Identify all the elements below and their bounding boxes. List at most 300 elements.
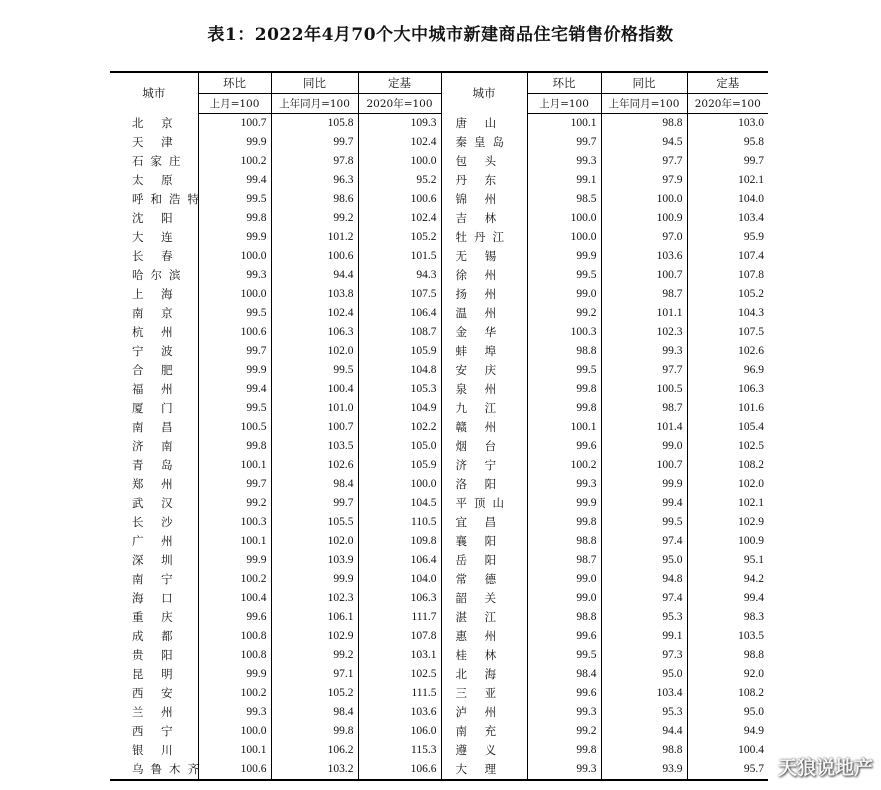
cell-city-left: 天 津: [132, 135, 180, 149]
table-row: [110, 532, 768, 551]
cell-mom-left: 100.6: [198, 760, 271, 780]
cell-yoy-right: 103.6: [601, 247, 687, 266]
table-row: [110, 684, 768, 703]
cell-mom-left: 99.5: [198, 190, 271, 209]
cell-yoy-left: 100.7: [271, 418, 358, 437]
cell-city-right: 唐 山: [441, 114, 527, 134]
cell-mom-left: 99.3: [198, 266, 271, 285]
cell-base-right: 102.9: [687, 513, 768, 532]
cell-mom-right: 99.0: [527, 570, 601, 589]
cell-yoy-left: 96.3: [271, 171, 358, 190]
cell-yoy-left: 99.2: [271, 209, 358, 228]
table-row: [110, 323, 768, 342]
cell-city-left: 宁 波: [132, 344, 180, 358]
cell-base-right: 95.9: [687, 228, 768, 247]
cell-mom-right: 99.6: [527, 437, 601, 456]
cell-yoy-left: 102.9: [271, 627, 358, 646]
cell-city-right: 泉 州: [441, 380, 527, 399]
cell-base-right: 92.0: [687, 665, 768, 684]
cell-yoy-right: 101.1: [601, 304, 687, 323]
cell-yoy-left: 103.8: [271, 285, 358, 304]
cell-mom-left: 100.0: [198, 722, 271, 741]
cell-mom-right: 99.5: [527, 361, 601, 380]
cell-mom-right: 99.3: [527, 152, 601, 171]
cell-base-right: 102.6: [687, 342, 768, 361]
cell-city-left: 济 南: [132, 439, 180, 453]
table-row: [110, 152, 768, 171]
cell-base-left: 95.2: [358, 171, 441, 190]
cell-mom-right: 100.0: [527, 228, 601, 247]
cell-city-right: 吉 林: [441, 209, 527, 228]
cell-mom-right: 100.0: [527, 209, 601, 228]
cell-yoy-left: 103.9: [271, 551, 358, 570]
cell-city-left: 南 京: [132, 306, 180, 320]
table-row: [110, 114, 768, 134]
cell-yoy-right: 99.1: [601, 627, 687, 646]
cell-base-right: 99.4: [687, 589, 768, 608]
cell-city-right: 蚌 埠: [441, 342, 527, 361]
cell-base-right: 100.9: [687, 532, 768, 551]
cell-base-left: 104.0: [358, 570, 441, 589]
cell-yoy-right: 94.4: [601, 722, 687, 741]
cell-city-left: 北 京: [132, 115, 180, 130]
cell-city-left: 杭 州: [132, 325, 180, 339]
cell-base-right: 105.4: [687, 418, 768, 437]
table-row: [110, 570, 768, 589]
cell-mom-left: 99.3: [198, 703, 271, 722]
cell-yoy-right: 95.0: [601, 665, 687, 684]
cell-mom-right: 99.9: [527, 494, 601, 513]
table-row: [110, 722, 768, 741]
cell-mom-left: 100.4: [198, 589, 271, 608]
cell-city-right: 遵 义: [441, 741, 527, 760]
cell-city-right: 平顶山: [441, 494, 527, 513]
cell-base-left: 106.4: [358, 551, 441, 570]
cell-yoy-left: 99.2: [271, 646, 358, 665]
cell-mom-left: 99.5: [198, 304, 271, 323]
cell-city-left: 昆 明: [132, 667, 180, 681]
cell-city-left: 乌鲁木齐: [110, 760, 198, 780]
cell-yoy-right: 99.5: [601, 513, 687, 532]
cell-base-right: 103.4: [687, 209, 768, 228]
cell-city-left: 呼和浩特: [132, 192, 206, 206]
cell-yoy-left: 98.4: [271, 703, 358, 722]
cell-yoy-left: 97.8: [271, 152, 358, 171]
cell-yoy-right: 97.7: [601, 361, 687, 380]
cell-city-left: 广 州: [132, 534, 180, 548]
cell-yoy-left: 101.0: [271, 399, 358, 418]
cell-yoy-right: 100.7: [601, 266, 687, 285]
cell-yoy-left: 99.7: [271, 133, 358, 152]
cell-city-right: 岳 阳: [441, 551, 527, 570]
cell-mom-right: 99.5: [527, 266, 601, 285]
cell-city-left: 石家庄: [132, 154, 188, 168]
cell-mom-left: 100.1: [198, 741, 271, 760]
cell-mom-right: 99.0: [527, 589, 601, 608]
cell-base-right: 104.3: [687, 304, 768, 323]
cell-mom-left: 99.7: [198, 342, 271, 361]
table-row: [110, 342, 768, 361]
cell-base-left: 103.6: [358, 703, 441, 722]
cell-yoy-right: 95.3: [601, 608, 687, 627]
cell-base-left: 111.7: [358, 608, 441, 627]
table-row: [110, 171, 768, 190]
cell-base-left: 115.3: [358, 741, 441, 760]
cell-yoy-right: 97.4: [601, 589, 687, 608]
cell-mom-left: 100.2: [198, 152, 271, 171]
cell-base-left: 102.5: [358, 665, 441, 684]
cell-yoy-right: 99.9: [601, 475, 687, 494]
cell-mom-left: 100.2: [198, 684, 271, 703]
cell-base-right: 108.2: [687, 456, 768, 475]
cell-city-left: 长 春: [132, 249, 180, 263]
cell-base-right: 95.8: [687, 133, 768, 152]
cell-city-right: 泸 州: [441, 703, 527, 722]
cell-city-left: 银 川: [132, 743, 180, 757]
cell-yoy-right: 99.4: [601, 494, 687, 513]
cell-base-right: 103.5: [687, 627, 768, 646]
table-row: [110, 608, 768, 627]
table-row: [110, 646, 768, 665]
cell-mom-left: 99.9: [198, 228, 271, 247]
cell-mom-right: 98.8: [527, 532, 601, 551]
cell-yoy-right: 95.3: [601, 703, 687, 722]
cell-base-left: 109.8: [358, 532, 441, 551]
cell-mom-right: 99.9: [527, 247, 601, 266]
cell-mom-left: 99.2: [198, 494, 271, 513]
cell-city-right: 湛 江: [441, 608, 527, 627]
cell-city-left: 兰 州: [132, 705, 180, 719]
cell-yoy-right: 100.7: [601, 456, 687, 475]
cell-yoy-right: 93.9: [601, 760, 687, 780]
cell-base-right: 106.3: [687, 380, 768, 399]
table-body: [110, 114, 768, 781]
cell-yoy-left: 99.8: [271, 722, 358, 741]
cell-mom-left: 99.9: [198, 133, 271, 152]
cell-city-right: 大 理: [441, 760, 527, 780]
cell-base-left: 104.5: [358, 494, 441, 513]
table-row: [110, 665, 768, 684]
table-row: [110, 228, 768, 247]
cell-city-left: 大 连: [132, 230, 180, 244]
cell-city-right: 金 华: [441, 323, 527, 342]
cell-yoy-left: 97.1: [271, 665, 358, 684]
cell-base-left: 106.0: [358, 722, 441, 741]
table-row: [110, 285, 768, 304]
cell-mom-left: 99.9: [198, 361, 271, 380]
cell-mom-right: 99.6: [527, 684, 601, 703]
cell-yoy-left: 105.5: [271, 513, 358, 532]
cell-mom-left: 100.2: [198, 570, 271, 589]
cell-city-right: 惠 州: [441, 627, 527, 646]
cell-yoy-right: 101.4: [601, 418, 687, 437]
cell-city-left: 西 宁: [132, 724, 180, 738]
cell-city-left: 武 汉: [132, 496, 180, 510]
cell-city-left: 青 岛: [132, 458, 180, 472]
cell-yoy-right: 97.4: [601, 532, 687, 551]
cell-city-right: 安 庆: [441, 361, 527, 380]
header-mom-base-left: 上月=100: [198, 94, 271, 114]
cell-mom-right: 99.8: [527, 380, 601, 399]
cell-base-right: 102.1: [687, 171, 768, 190]
table-row: [110, 703, 768, 722]
cell-yoy-left: 103.5: [271, 437, 358, 456]
cell-yoy-right: 100.0: [601, 190, 687, 209]
cell-base-left: 102.4: [358, 133, 441, 152]
cell-city-left: 沈 阳: [132, 211, 180, 225]
cell-mom-left: 99.4: [198, 171, 271, 190]
cell-yoy-right: 98.7: [601, 399, 687, 418]
header-base-left: 定基: [358, 72, 441, 94]
cell-city-left: 成 都: [132, 629, 180, 643]
cell-mom-left: 99.9: [198, 551, 271, 570]
cell-city-right: 烟 台: [441, 437, 527, 456]
cell-yoy-right: 98.7: [601, 285, 687, 304]
cell-city-right: 九 江: [441, 399, 527, 418]
table-row: [110, 437, 768, 456]
cell-mom-left: 100.1: [198, 532, 271, 551]
cell-city-right: 牡丹江: [441, 228, 527, 247]
cell-city-left: 南 宁: [132, 572, 180, 586]
cell-mom-left: 100.3: [198, 513, 271, 532]
cell-city-right: 洛 阳: [441, 475, 527, 494]
cell-city-right: 三 亚: [441, 684, 527, 703]
cell-city-right: 襄 阳: [441, 532, 527, 551]
cell-base-left: 105.0: [358, 437, 441, 456]
cell-base-right: 107.5: [687, 323, 768, 342]
cell-city-left: 郑 州: [132, 477, 180, 491]
cell-base-right: 102.0: [687, 475, 768, 494]
cell-city-left: 福 州: [132, 382, 180, 396]
cell-mom-left: 100.6: [198, 323, 271, 342]
table-row: [110, 627, 768, 646]
cell-base-right: 107.4: [687, 247, 768, 266]
cell-city-left: 深 圳: [132, 553, 180, 567]
cell-base-left: 106.6: [358, 760, 441, 780]
cell-mom-right: 98.8: [527, 342, 601, 361]
cell-base-left: 100.6: [358, 190, 441, 209]
cell-city-left: 合 肥: [132, 363, 180, 377]
table-row: [110, 760, 768, 780]
cell-mom-left: 99.7: [198, 475, 271, 494]
table-row: [110, 475, 768, 494]
table-row: [110, 247, 768, 266]
cell-city-right: 无 锡: [441, 247, 527, 266]
cell-yoy-right: 98.8: [601, 741, 687, 760]
cell-base-left: 105.3: [358, 380, 441, 399]
cell-yoy-left: 105.2: [271, 684, 358, 703]
cell-mom-right: 98.5: [527, 190, 601, 209]
cell-base-left: 94.3: [358, 266, 441, 285]
cell-base-left: 102.4: [358, 209, 441, 228]
cell-mom-right: 99.8: [527, 399, 601, 418]
header-yoy-left: 同比: [271, 72, 358, 94]
cell-mom-right: 99.7: [527, 133, 601, 152]
cell-base-right: 103.0: [687, 114, 768, 134]
cell-yoy-right: 94.5: [601, 133, 687, 152]
cell-city-right: 南 充: [441, 722, 527, 741]
table-row: [110, 380, 768, 399]
cell-yoy-left: 94.4: [271, 266, 358, 285]
cell-base-right: 95.0: [687, 703, 768, 722]
cell-mom-right: 99.8: [527, 741, 601, 760]
header-fixed-base-right: 2020年=100: [687, 94, 768, 114]
header-yoy-right: 同比: [601, 72, 687, 94]
cell-mom-right: 99.2: [527, 304, 601, 323]
price-index-table: [110, 71, 768, 781]
cell-base-left: 107.5: [358, 285, 441, 304]
header-base-right: 定基: [687, 72, 768, 94]
cell-mom-right: 99.6: [527, 627, 601, 646]
cell-city-left: 重 庆: [132, 610, 180, 624]
cell-city-right: 温 州: [441, 304, 527, 323]
cell-base-left: 109.3: [358, 114, 441, 134]
cell-yoy-right: 97.0: [601, 228, 687, 247]
cell-base-right: 100.4: [687, 741, 768, 760]
cell-yoy-left: 102.3: [271, 589, 358, 608]
table-row: [110, 266, 768, 285]
cell-base-right: 98.8: [687, 646, 768, 665]
cell-city-right: 包 头: [441, 152, 527, 171]
cell-base-left: 104.9: [358, 399, 441, 418]
cell-base-left: 107.8: [358, 627, 441, 646]
cell-city-right: 锦 州: [441, 190, 527, 209]
cell-mom-right: 100.3: [527, 323, 601, 342]
cell-base-right: 96.9: [687, 361, 768, 380]
cell-mom-left: 99.6: [198, 608, 271, 627]
cell-base-right: 101.6: [687, 399, 768, 418]
cell-yoy-left: 99.5: [271, 361, 358, 380]
cell-mom-left: 100.8: [198, 646, 271, 665]
cell-yoy-left: 100.4: [271, 380, 358, 399]
cell-city-left: 海 口: [132, 591, 180, 605]
header-mom-base-right: 上月=100: [527, 94, 601, 114]
cell-mom-left: 99.4: [198, 380, 271, 399]
cell-mom-left: 100.0: [198, 247, 271, 266]
table-row: [110, 418, 768, 437]
cell-yoy-right: 97.7: [601, 152, 687, 171]
cell-yoy-left: 101.2: [271, 228, 358, 247]
cell-base-left: 100.0: [358, 152, 441, 171]
table-row: [110, 551, 768, 570]
table-row: [110, 133, 768, 152]
table-row: [110, 190, 768, 209]
table-row: [110, 456, 768, 475]
cell-mom-right: 99.3: [527, 760, 601, 780]
cell-yoy-left: 102.6: [271, 456, 358, 475]
table-row: [110, 513, 768, 532]
cell-mom-right: 99.5: [527, 646, 601, 665]
header-yoy-base-left: 上年同月=100: [271, 94, 358, 114]
table-row: [110, 209, 768, 228]
cell-base-left: 100.0: [358, 475, 441, 494]
cell-city-right: 扬 州: [441, 285, 527, 304]
page-title: 表1：2022年4月70个大中城市新建商品住宅销售价格指数: [207, 25, 674, 45]
header-mom-left: 环比: [198, 72, 271, 94]
cell-yoy-left: 102.4: [271, 304, 358, 323]
cell-city-right: 丹 东: [441, 171, 527, 190]
cell-mom-right: 99.3: [527, 475, 601, 494]
table-row: [110, 494, 768, 513]
cell-base-right: 102.5: [687, 437, 768, 456]
cell-mom-left: 100.7: [198, 114, 271, 134]
cell-base-left: 105.9: [358, 456, 441, 475]
cell-yoy-right: 97.3: [601, 646, 687, 665]
cell-yoy-right: 100.9: [601, 209, 687, 228]
cell-base-left: 102.2: [358, 418, 441, 437]
cell-mom-left: 99.8: [198, 437, 271, 456]
cell-yoy-right: 94.8: [601, 570, 687, 589]
cell-mom-left: 99.5: [198, 399, 271, 418]
cell-mom-right: 99.1: [527, 171, 601, 190]
cell-yoy-right: 98.8: [601, 114, 687, 134]
cell-yoy-left: 99.7: [271, 494, 358, 513]
cell-yoy-left: 98.6: [271, 190, 358, 209]
cell-city-left: 南 昌: [132, 420, 180, 434]
cell-yoy-left: 102.0: [271, 342, 358, 361]
cell-yoy-left: 102.0: [271, 532, 358, 551]
cell-yoy-left: 106.2: [271, 741, 358, 760]
cell-yoy-left: 106.1: [271, 608, 358, 627]
cell-yoy-right: 100.5: [601, 380, 687, 399]
cell-city-right: 济 宁: [441, 456, 527, 475]
cell-city-right: 宜 昌: [441, 513, 527, 532]
cell-city-right: 徐 州: [441, 266, 527, 285]
cell-yoy-left: 103.2: [271, 760, 358, 780]
cell-yoy-right: 99.3: [601, 342, 687, 361]
cell-mom-right: 99.8: [527, 513, 601, 532]
cell-base-right: 105.2: [687, 285, 768, 304]
cell-mom-right: 100.1: [527, 114, 601, 134]
header-city-right: 城市: [441, 72, 527, 114]
cell-mom-right: 100.1: [527, 418, 601, 437]
cell-base-left: 104.8: [358, 361, 441, 380]
cell-yoy-left: 99.9: [271, 570, 358, 589]
cell-yoy-left: 100.6: [271, 247, 358, 266]
header-fixed-base-left: 2020年=100: [358, 94, 441, 114]
cell-base-right: 102.1: [687, 494, 768, 513]
cell-base-left: 105.2: [358, 228, 441, 247]
cell-base-left: 103.1: [358, 646, 441, 665]
cell-mom-left: 100.5: [198, 418, 271, 437]
table-row: [110, 399, 768, 418]
cell-base-right: 104.0: [687, 190, 768, 209]
cell-mom-left: 99.8: [198, 209, 271, 228]
cell-city-right: 桂 林: [441, 646, 527, 665]
cell-city-left: 太 原: [132, 173, 180, 187]
cell-mom-left: 99.9: [198, 665, 271, 684]
cell-base-left: 106.3: [358, 589, 441, 608]
cell-city-left: 贵 阳: [132, 648, 180, 662]
watermark: 天狼说地产: [777, 757, 873, 779]
cell-yoy-right: 102.3: [601, 323, 687, 342]
header-yoy-base-right: 上年同月=100: [601, 94, 687, 114]
cell-mom-right: 98.8: [527, 608, 601, 627]
cell-base-right: 107.8: [687, 266, 768, 285]
cell-base-left: 108.7: [358, 323, 441, 342]
cell-base-right: 95.7: [687, 760, 768, 780]
cell-yoy-right: 95.0: [601, 551, 687, 570]
cell-base-left: 106.4: [358, 304, 441, 323]
cell-city-left: 长 沙: [132, 515, 180, 529]
cell-base-right: 98.3: [687, 608, 768, 627]
cell-base-left: 105.9: [358, 342, 441, 361]
cell-city-left: 上 海: [132, 287, 180, 301]
table-row: [110, 304, 768, 323]
cell-mom-right: 99.3: [527, 703, 601, 722]
cell-mom-left: 100.0: [198, 285, 271, 304]
cell-city-left: 西 安: [132, 686, 180, 700]
